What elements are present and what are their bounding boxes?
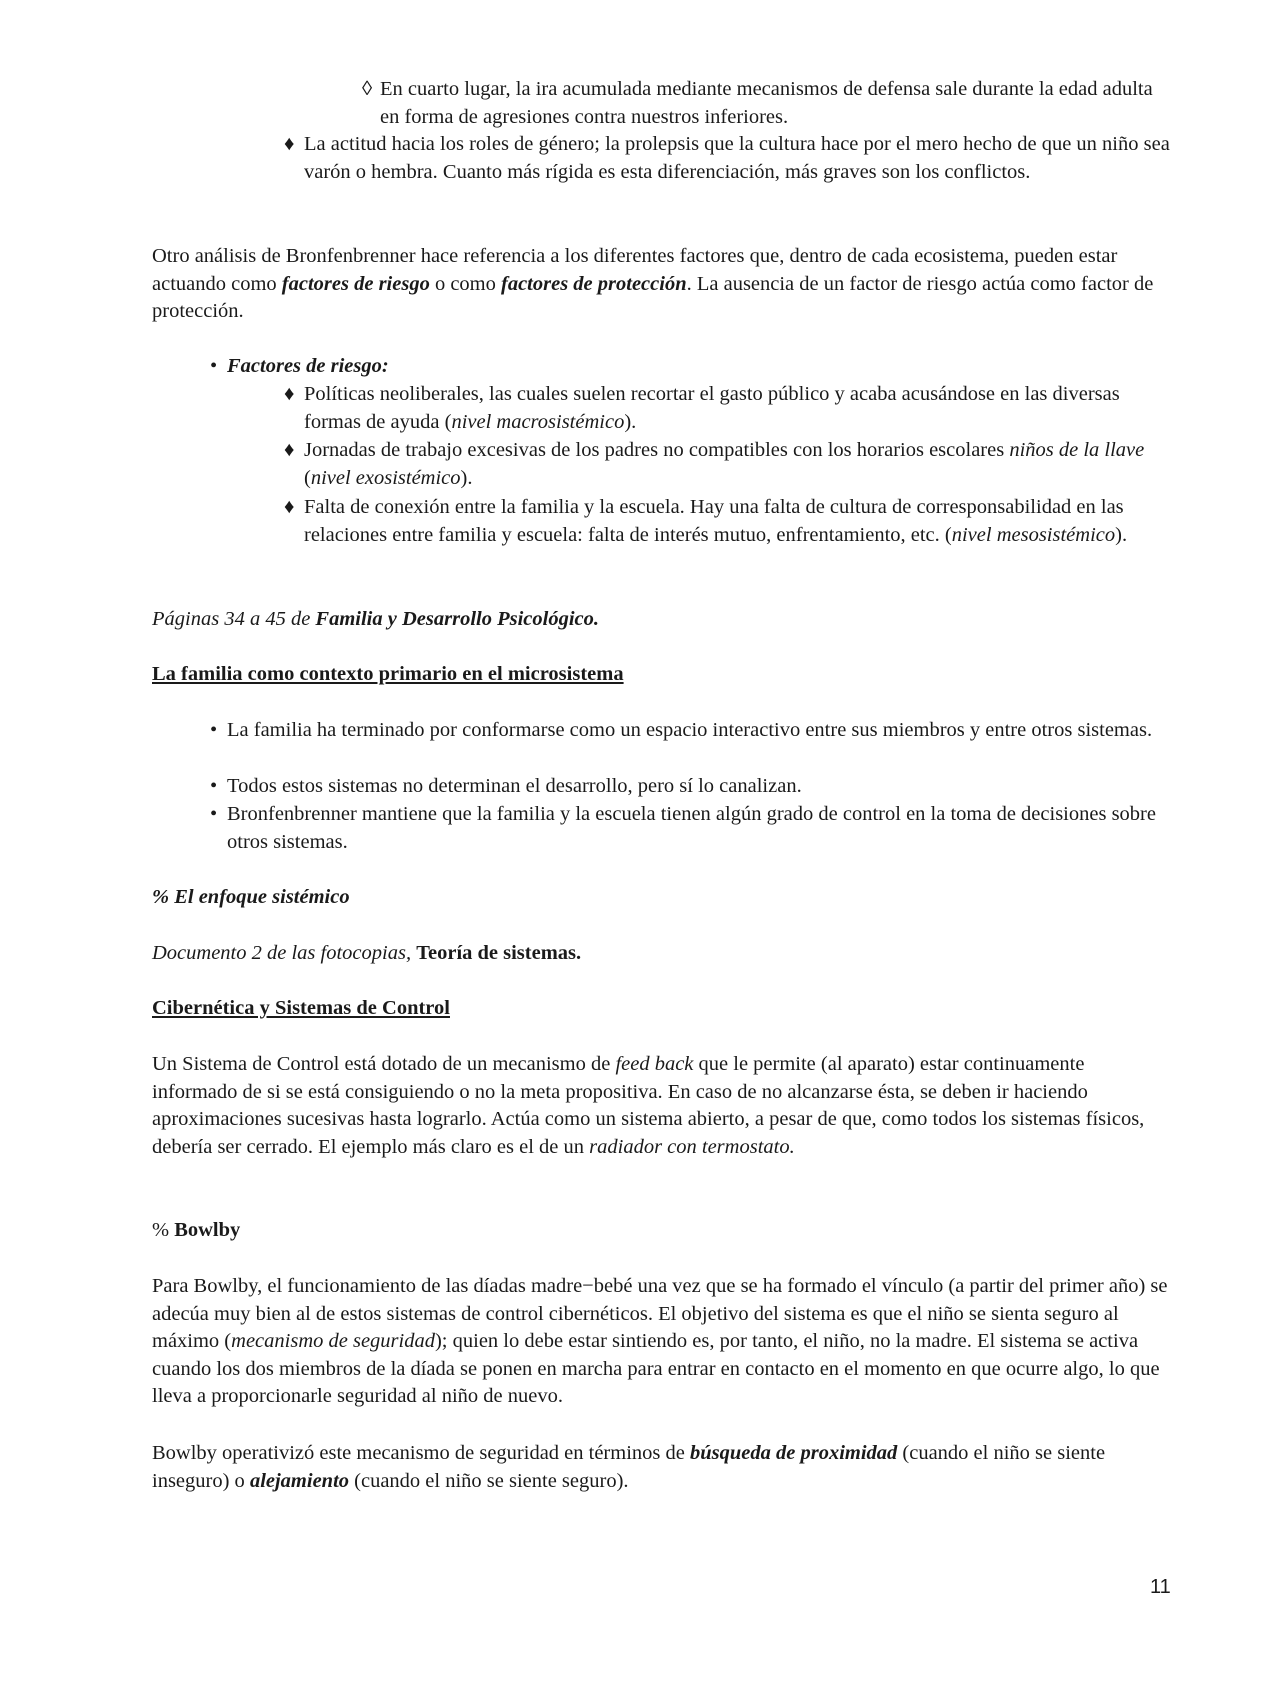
paragraph-bowlby-diadas: Para Bowlby, el funcionamiento de las díadas madre−bebé una vez que se ha formado el vínculo (a partir del primer año) se adecúa muy bien al de estos sistemas de control cibernéticos. El objetivo del sistema es que el niño se sienta seguro al máximo (mecanismo de seguridad); quien lo debe estar sintiendo es, por tanto, el niño, no la madre. El sistema se activa cuando los dos miembros de la díada se ponen en marcha para entrar en contacto en el momento en que ocurre algo, lo que lleva a proporcionarle seguridad al niño de nuevo. <box>152 1275 1168 1407</box>
paragraph-sistema-control: Un Sistema de Control está dotado de un mecanismo de feed back que le permite (al aparato) estar continuamente informado de si se está consiguiendo o no la meta propositiva. En caso de no alcanzarse ésta, se deben ir haciendo aproximaciones sucesivas hasta lograrlo. Actúa como un sistema abierto, a pesar de que, como todos los sistemas físicos, debería ser cerrado. El ejemplo más claro es el de un radiador con termostato. <box>152 1053 1145 1158</box>
risk-item-macro: Políticas neoliberales, las cuales suelen recortar el gasto público y acaba acusándose en las diversas formas de ayuda (nivel macrosistémico). <box>304 383 1120 433</box>
list-item: Bronfenbrenner mantiene que la familia y la escuela tienen algún grado de control en la toma de decisiones sobre otros sistemas. <box>227 803 1156 853</box>
list-item: La familia ha terminado por conformarse como un espacio interactivo entre sus miembros y entre otros sistemas. <box>227 719 1153 741</box>
risk-factors-heading: Factores de riesgo: <box>227 355 389 377</box>
dot-bullet-icon: • <box>210 355 218 377</box>
section-enfoque-sistemico: % El enfoque sistémico <box>152 886 350 908</box>
sub-bullet-text: En cuarto lugar, la ira acumulada mediante mecanismos de defensa sale durante la edad adulta en forma de agresiones contra nuestros inferiores. <box>380 78 1153 128</box>
risk-item-meso: Falta de conexión entre la familia y la escuela. Hay una falta de cultura de corresponsabilidad en las relaciones entre familia y escuela: falta de interés mutuo, enfrentamiento, etc. (nivel mesosistémico). <box>304 496 1128 546</box>
diamond-bullet-icon: ♦ <box>284 133 295 155</box>
page-number: 11 <box>1150 1576 1171 1598</box>
section-bowlby: % Bowlby <box>152 1219 241 1241</box>
risk-item-exo: Jornadas de trabajo excesivas de los padres no compatibles con los horarios escolares niños de la llave (nivel exosistémico). <box>304 439 1145 489</box>
gender-roles-item: La actitud hacia los roles de género; la prolepsis que la cultura hace por el mero hecho de que un niño sea varón o hembra. Cuanto más rígida es esta diferenciación, más graves son los conflictos. <box>304 133 1170 183</box>
diamond-bullet-icon: ♦ <box>284 383 295 405</box>
heading-cibernetica: Cibernética y Sistemas de Control <box>152 997 450 1019</box>
heading-familia-microsistema: La familia como contexto primario en el microsistema <box>152 663 624 685</box>
paragraph-bowlby-seguridad: Bowlby operativizó este mecanismo de seguridad en términos de búsqueda de proximidad (cuando el niño se siente inseguro) o alejamiento (cuando el niño se siente seguro). <box>152 1442 1106 1492</box>
dot-bullet-icon: • <box>210 803 218 825</box>
list-item: Todos estos sistemas no determinan el desarrollo, pero sí lo canalizan. <box>227 775 802 797</box>
lozenge-bullet-icon: ◊ <box>362 78 373 100</box>
paragraph-bronfenbrenner: Otro análisis de Bronfenbrenner hace referencia a los diferentes factores que, dentro de cada ecosistema, pueden estar actuando como factores de riesgo o como factores de protección. La ausencia de un factor de riesgo actúa como factor de protección. <box>152 245 1154 322</box>
reference-familia: Páginas 34 a 45 de Familia y Desarrollo Psicológico. <box>152 608 599 630</box>
diamond-bullet-icon: ♦ <box>284 496 295 518</box>
diamond-bullet-icon: ♦ <box>284 439 295 461</box>
dot-bullet-icon: • <box>210 719 218 741</box>
reference-teoria-sistemas: Documento 2 de las fotocopias, Teoría de sistemas. <box>152 942 582 964</box>
dot-bullet-icon: • <box>210 775 218 797</box>
